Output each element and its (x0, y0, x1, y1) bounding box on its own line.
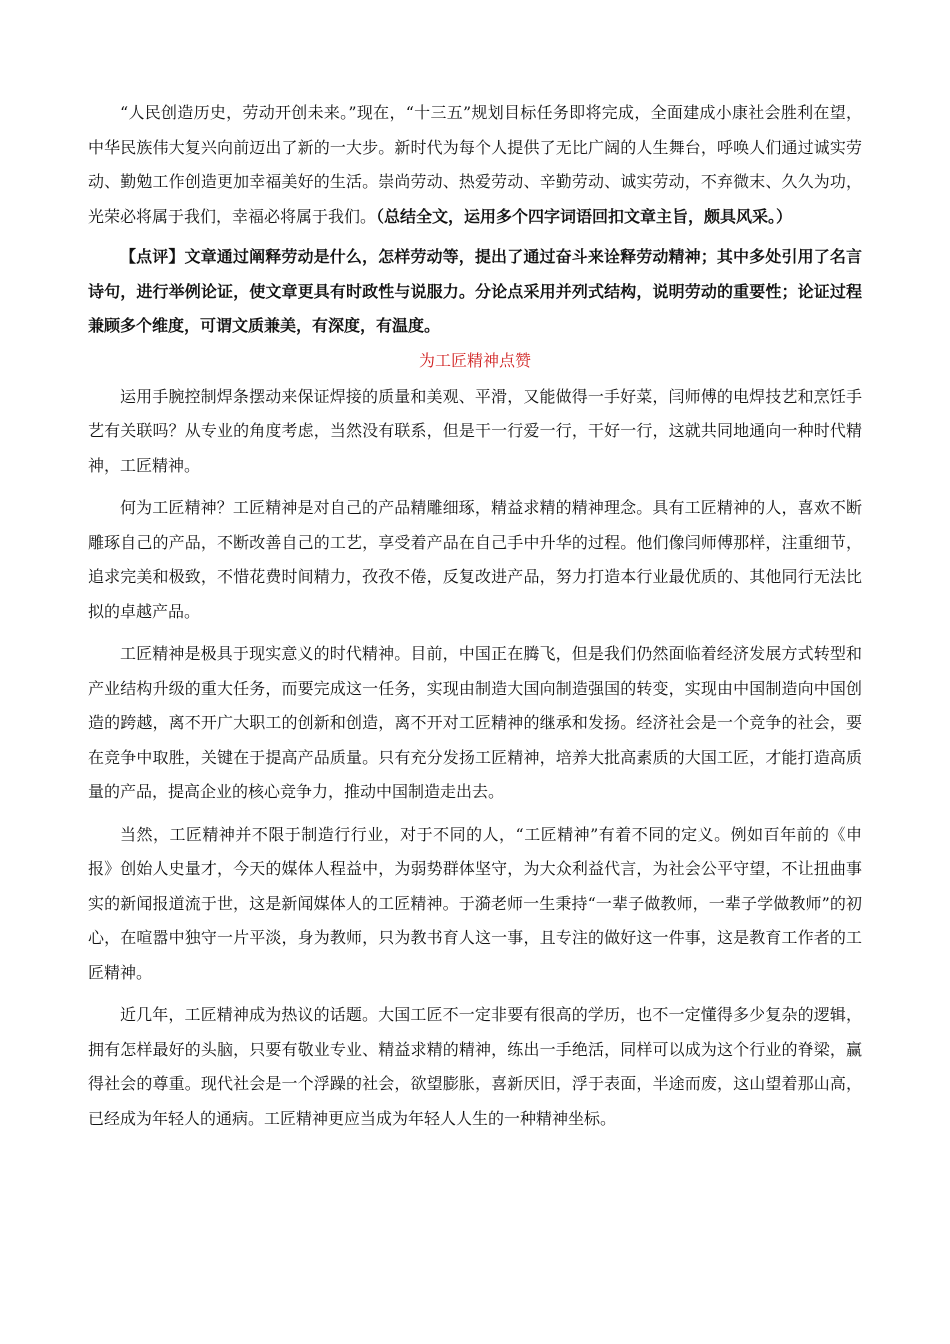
essay-paragraph-3: 工匠精神是极具于现实意义的时代精神。目前，中国正在腾飞，但是我们仍然面临着经济发展方式转型和产业结构升级的重大任务，而要完成这一任务，实现由制造大国向制造强国的转变，实现由中国制造向中国创造的跨越，离不开广大职工的创新和创造，离不开对工匠精神的继承和发扬。经济社会是一个竞争的社会，要在竞争中取胜，关键在于提高产品质量。只有充分发扬工匠精神，培养大批高素质的大国工匠，才能打造高质量的产品，提高企业的核心竞争力，推动中国制造走出去。 (88, 644, 862, 801)
conclusion-paragraph (88, 96, 862, 234)
essay-title: 为工匠精神点赞 (418, 350, 531, 370)
document-page (88, 96, 862, 1136)
essay-paragraph-2: 何为工匠精神？工匠精神是对自己的产品精雕细琢，精益求精的精神理念。具有工匠精神的人，喜欢不断雕琢自己的产品，不断改善自己的工艺，享受着产品在自己手中升华的过程。他们像闫师傅那样，注重细节，追求完美和极致，不惜花费时间精力，孜孜不倦，反复改进产品，努力打造本行业最优质的、其他同行无法比拟的卓越产品。 (88, 498, 862, 621)
review-paragraph: 【点评】文章通过阐释劳动是什么，怎样劳动等，提出了通过奋斗来诠释劳动精神；其中多处引用了名言诗句，进行举例论证，使文章更具有时政性与说服力。分论点采用并列式结构，说明劳动的重要性；论证过程兼顾多个维度，可谓文质兼美，有深度，有温度。 (88, 247, 862, 335)
essay-paragraph-4: 当然，工匠精神并不限于制造行行业，对于不同的人，“工匠精神”有着不同的定义。例如百年前的《申报》创始人史量才，今天的媒体人程益中，为弱势群体坚守，为大众利益代言，为社会公平守望，不让扭曲事实的新闻报道流于世，这是新闻媒体人的工匠精神。于漪老师一生秉持“一辈子做教师，一辈子学做教师”的初心，在喧嚣中独守一片平淡，身为教师，只为教书育人这一事，且专注的做好这一件事，这是教育工作者的工匠精神。 (88, 824, 862, 982)
essay-paragraph-5: 近几年，工匠精神成为热议的话题。大国工匠不一定非要有很高的学历，也不一定懂得多少复杂的逻辑，拥有怎样最好的头脑，只要有敬业专业、精益求精的精神，练出一手绝活，同样可以成为这个行业的脊梁，赢得社会的尊重。现代社会是一个浮躁的社会，欲望膨胀，喜新厌旧，浮于表面，半途而废，这山望着那山高，已经成为年轻人的通病。工匠精神更应当成为年轻人人生的一种精神坐标。 (88, 1005, 862, 1128)
conclusion-text: “人民创造历史，劳动开创未来。”现在，“十三五”规划目标任务即将完成，全面建成小康社会胜利在望，中华民族伟大复兴向前迈出了新的一大步。新时代为每个人提供了无比广阔的人生舞台，呼唤人们通过诚实劳动、勤勉工作创造更加幸福美好的生活。崇尚劳动、热爱劳动、辛勤劳动、诚实劳动，不弃微末、久久为功，光荣必将属于我们，幸福必将属于我们。 (88, 103, 862, 226)
essay-paragraph-1: 运用手腕控制焊条摆动来保证焊接的质量和美观、平滑，又能做得一手好菜，闫师傅的电焊技艺和烹饪手艺有关联吗？从专业的角度考虑，当然没有联系，但是干一行爱一行，干好一行，这就共同地通向一种时代精神，工匠精神。 (88, 386, 862, 475)
conclusion-annotation: （总结全文，运用多个四字词语回扣文章主旨，颇具风采。） (376, 206, 793, 226)
